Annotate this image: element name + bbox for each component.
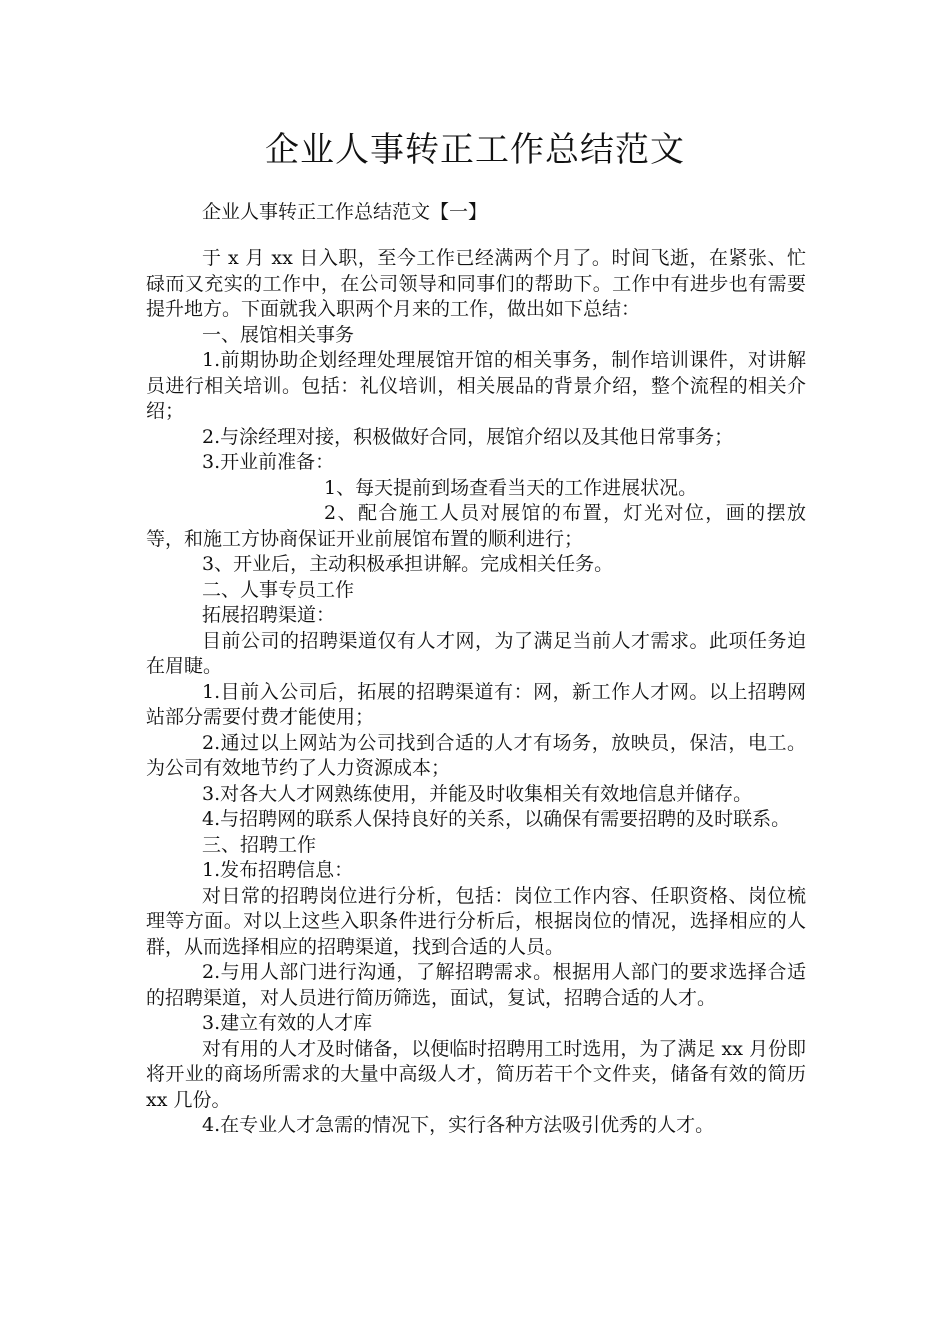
paragraph: 目前公司的招聘渠道仅有人才网，为了满足当前人才需求。此项任务迫在眉睫。	[146, 629, 806, 677]
paragraph: 1.发布招聘信息：	[202, 859, 354, 881]
paragraph: 3.开业前准备：	[202, 451, 335, 473]
paragraph: 1、每天提前到场查看当天的工作进展状况。	[324, 476, 698, 499]
paragraph: 2.通过以上网站为公司找到合适的人才有场务，放映员，保洁，电工。为公司有效地节约了人力资源成本；	[146, 731, 806, 779]
document-title: 企业人事转正工作总结范文	[265, 130, 685, 170]
document-subtitle: 企业人事转正工作总结范文【一】	[202, 201, 488, 223]
paragraph: 对日常的招聘岗位进行分析，包括：岗位工作内容、任职资格、岗位梳理等方面。对以上这些入职条件进行分析后，根据岗位的情况，选择相应的人群，从而选择相应的招聘渠道，找到合适的人员。	[146, 884, 806, 958]
paragraph: 于 x 月 xx 日入职，至今工作已经满两个月了。时间飞逝，在紧张、忙碌而又充实的工作中，在公司领导和同事们的帮助下。工作中有进步也有需要提升地方。下面就我入职两个月来的工作，做出如下总结：	[146, 247, 806, 320]
paragraph: 4.与招聘网的联系人保持良好的关系，以确保有需要招聘的及时联系。	[202, 808, 791, 830]
paragraph: 2.与涂经理对接，积极做好合同，展馆介绍以及其他日常事务；	[202, 425, 734, 448]
paragraph: 二、人事专员工作	[202, 578, 355, 601]
paragraph: 一、展馆相关事务	[202, 323, 355, 346]
paragraph: 1.目前入公司后，拓展的招聘渠道有：网，新工作人才网。以上招聘网站部分需要付费才能使用；	[146, 680, 806, 728]
paragraph: 4.在专业人才急需的情况下，实行各种方法吸引优秀的人才。	[202, 1114, 715, 1136]
paragraph: 3.对各大人才网熟练使用，并能及时收集相关有效地信息并储存。	[202, 782, 753, 805]
paragraph: 3.建立有效的人才库	[202, 1012, 373, 1034]
document-body	[146, 246, 806, 1139]
paragraph: 2、配合施工人员对展馆的布置，灯光对位，画的摆放等，和施工方协商保证开业前展馆布置的顺利进行；	[146, 502, 806, 550]
paragraph: 1.前期协助企划经理处理展馆开馆的相关事务，制作培训课件，对讲解员进行相关培训。包括：礼仪培训，相关展品的背景介绍，整个流程的相关介绍；	[146, 349, 806, 422]
paragraph: 2.与用人部门进行沟通，了解招聘需求。根据用人部门的要求选择合适的招聘渠道，对人员进行简历筛选，面试，复试，招聘合适的人才。	[146, 961, 806, 1009]
paragraph: 对有用的人才及时储备，以便临时招聘用工时选用，为了满足 xx 月份即将开业的商场所需求的大量中高级人才，简历若干个文件夹，储备有效的简历 xx 几份。	[146, 1037, 806, 1111]
paragraph: 三、招聘工作	[202, 833, 317, 856]
paragraph: 拓展招聘渠道：	[202, 604, 336, 626]
paragraph: 3、开业后，主动积极承担讲解。完成相关任务。	[202, 553, 614, 575]
